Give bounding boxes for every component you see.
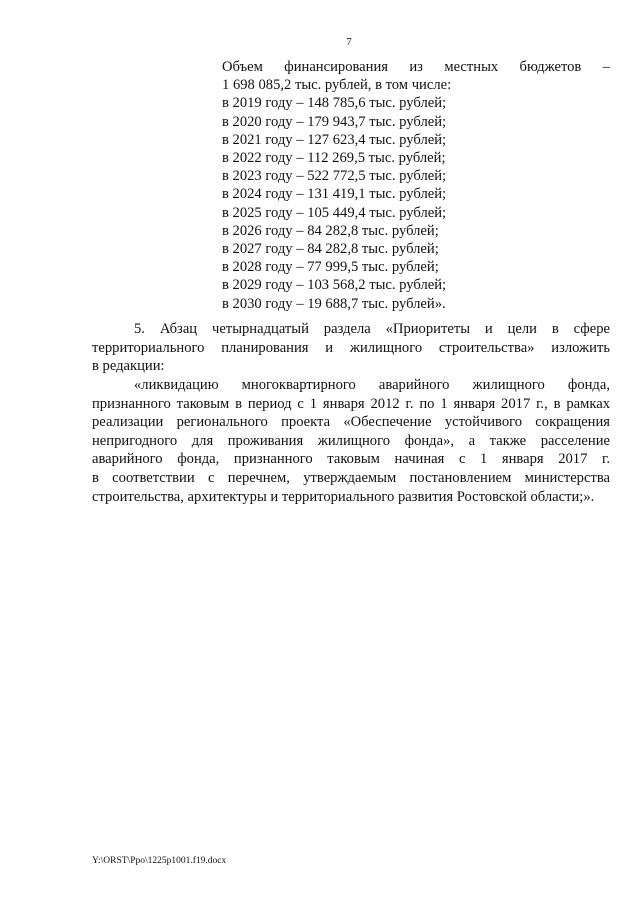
funding-heading: Объем финансирования из местных бюджетов –	[222, 59, 610, 75]
funding-year-2025: в 2025 году – 105 449,4 тыс. рублей;	[222, 204, 447, 221]
funding-year-2022: в 2022 году – 112 269,5 тыс. рублей;	[222, 150, 446, 167]
funding-total: 1 698 085,2 тыс. рублей, в том числе:	[222, 77, 452, 94]
paragraph-line: 5. Абзац четырнадцатый раздела «Приоритеты и цели в сфере	[134, 321, 610, 337]
funding-year-2030: в 2030 году – 19 688,7 тыс. рублей».	[222, 295, 446, 312]
paragraph-line: реализации регионального проекта «Обеспечение устойчивого сокращения	[92, 414, 610, 431]
funding-year-2023: в 2023 году – 522 772,5 тыс. рублей;	[222, 168, 447, 185]
funding-year-2029: в 2029 году – 103 568,2 тыс. рублей;	[222, 277, 447, 294]
funding-year-2026: в 2026 году – 84 282,8 тыс. рублей;	[222, 222, 439, 239]
funding-year-2028: в 2028 году – 77 999,5 тыс. рублей;	[222, 259, 439, 276]
funding-block	[222, 58, 610, 313]
paragraph-line: признанного таковым в период с 1 января 2012 г. по 1 января 2017 г., в рамках	[92, 395, 610, 412]
paragraph-line: в редакции:	[92, 358, 165, 375]
funding-year-2020: в 2020 году – 179 943,7 тыс. рублей;	[222, 113, 447, 130]
paragraph-line: территориального планирования и жилищного строительства» изложить	[92, 339, 610, 356]
quoted-paragraph	[92, 376, 610, 506]
funding-year-2019: в 2019 году – 148 785,6 тыс. рублей;	[222, 95, 447, 112]
paragraph-line: аварийного фонда, признанного таковым начиная с 1 января 2017 г.	[92, 451, 610, 468]
funding-year-2024: в 2024 году – 131 419,1 тыс. рублей;	[222, 186, 447, 203]
paragraph-line: непригодного для проживания жилищного фонда», а также расселение	[92, 432, 610, 449]
paragraph-line: «ликвидацию многоквартирного аварийного жилищного фонда,	[134, 377, 610, 393]
item-5-paragraph	[92, 320, 610, 376]
funding-year-2021: в 2021 году – 127 623,4 тыс. рублей;	[222, 131, 447, 148]
paragraph-line: в соответствии с перечнем, утверждаемым постановлением министерства	[92, 469, 610, 486]
footer-file-path: Y:\ORST\Ppo\1225p1001.f19.docx	[92, 856, 227, 866]
page-number: 7	[346, 36, 352, 48]
paragraph-line: строительства, архитектуры и территориального развития Ростовской области;».	[92, 488, 595, 505]
funding-year-2027: в 2027 году – 84 282,8 тыс. рублей;	[222, 241, 439, 258]
